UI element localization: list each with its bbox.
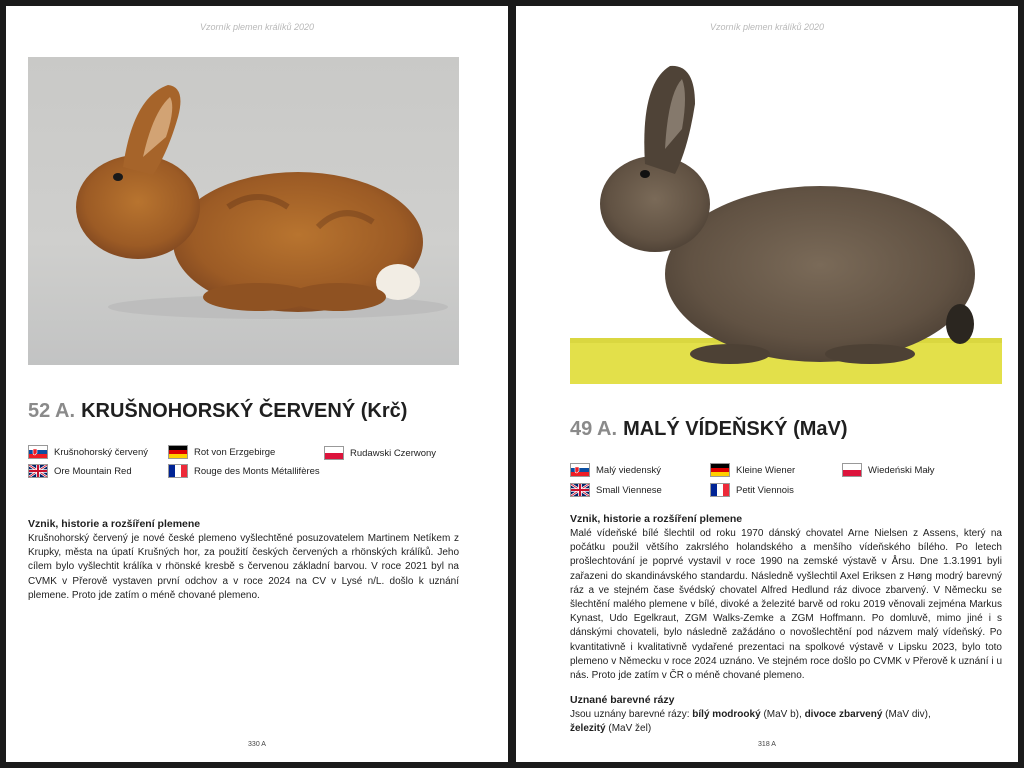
uk-flag-icon	[570, 483, 590, 497]
color-name: divoce zbarvený	[804, 709, 883, 720]
colors-intro: Jsou uznány barevné rázy:	[570, 709, 690, 720]
left-page	[6, 6, 508, 762]
france-flag-icon	[710, 483, 730, 497]
name-text: Rot von Erzgebirge	[194, 446, 276, 458]
history-body-text: Malé vídeňské bílé šlechtil od roku 1970 dánský chovatel Arne Nielsen z Assens, který na počátku použil většího zakrslého holandského a menšího vídeňského bílého. Po letech prošlechtování je poprvé vystavil v roce 1990 na zemské výstavě v Årsu. Dne 1.3.1991 byli zařazeni do skandinávského standardu. Následně vyšlechtil Axel Eriksen z Høng modrý barevný ráz a ve stejném čase švédský chovatel Alfred Hedlund ráz divoce zbarvený. V Německu se šlechtění malého plemene v bílé, divoké a železité barvě od roku 2019 věnovali zejména Markus Kynast, Udo Egelkraut, ZGM Walks-Zemke a ZGM Hoffmann. Po domluvě, mimo jiné i s dánskými chovateli, bylo následně zažádáno o novošlechtění pod názvem malý vídeňský. Po kvantitativně i kvalitativně vydařené prezentaci na spolkové výstavě v Lipsku 2023, bylo toto plemeno v Německu v roce 2024 uznáno. Ve stejném roce došlo po CVMK v Přerově k uznání i u nás. Proto jde zatím v ČR o méně chované plemeno.	[570, 528, 1002, 682]
right-page	[516, 6, 1018, 762]
breed-title	[570, 418, 848, 441]
color-code: (MaV b),	[763, 709, 802, 720]
breed-number: 49 A.	[570, 418, 618, 440]
france-flag-icon	[168, 464, 188, 478]
section-heading-history: Vznik, historie a rozšíření plemene	[28, 518, 201, 530]
name-item-german	[710, 463, 795, 477]
color-name: železitý	[570, 723, 606, 735]
name-text: Wiedeński Mały	[868, 464, 935, 476]
rabbit-photo-krusnohorsky	[28, 57, 459, 365]
history-body-text: Krušnohorský červený je nové české plemeno vyšlechtěné posuzovatelem Martinem Netíkem z Krupky, města na úpatí Krušných hor, za použití českých červených a rhönských králíků. Jeho cílem bylo vyšlechtit králíka v rhönské kresbě s červenou základní barvou. V roce 2021 byl na CVMK v Přerově vystaven první odchov a v roce 2024 na CV v Lysé n/L. došlo k uznání plemene. Proto jde zatím o méně chované plemeno.	[28, 533, 459, 601]
name-item-english	[570, 483, 662, 497]
page-number: 330 A	[248, 741, 266, 748]
name-item-slovak	[570, 463, 661, 477]
name-text: Rudawski Czerwony	[350, 447, 437, 459]
name-item-slovak	[28, 445, 148, 459]
name-text: Rouge des Monts Métallifères	[194, 465, 320, 477]
recognized-colors-text	[570, 708, 1002, 736]
name-item-french	[168, 464, 320, 478]
uk-flag-icon	[28, 464, 48, 478]
color-code: (MaV div),	[885, 709, 931, 720]
section-heading-history: Vznik, historie a rozšíření plemene	[570, 513, 743, 525]
name-text: Petit Viennois	[736, 484, 794, 496]
name-item-polish	[324, 446, 436, 460]
running-header: Vzorník plemen králíků 2020	[709, 22, 825, 32]
poland-flag-icon	[324, 446, 344, 460]
name-text: Malý viedenský	[596, 464, 661, 476]
name-text: Ore Mountain Red	[54, 465, 132, 477]
name-text: Krušnohorský červený	[54, 446, 148, 458]
name-item-german	[168, 445, 275, 459]
name-item-french	[710, 483, 794, 497]
name-text: Small Viennese	[596, 484, 662, 496]
breed-name: MALÝ VÍDEŇSKÝ (MaV)	[623, 418, 848, 440]
page-number: 318 A	[758, 741, 776, 748]
color-name: bílý modrooký	[692, 709, 761, 720]
slovakia-flag-icon	[570, 463, 590, 477]
name-text: Kleine Wiener	[736, 464, 796, 476]
breed-number: 52 A.	[28, 400, 76, 422]
color-code: (MaV žel)	[608, 723, 652, 735]
germany-flag-icon	[168, 445, 188, 459]
running-header: Vzorník plemen králíků 2020	[199, 22, 315, 32]
name-item-english	[28, 464, 132, 478]
name-item-polish	[842, 463, 935, 477]
slovakia-flag-icon	[28, 445, 48, 459]
germany-flag-icon	[710, 463, 730, 477]
breed-name: KRUŠNOHORSKÝ ČERVENÝ (Krč)	[81, 400, 408, 422]
breed-title	[28, 400, 407, 423]
rabbit-photo-maly-videnský	[570, 54, 1002, 384]
section-heading-colors: Uznané barevné rázy	[570, 694, 675, 706]
poland-flag-icon	[842, 463, 862, 477]
